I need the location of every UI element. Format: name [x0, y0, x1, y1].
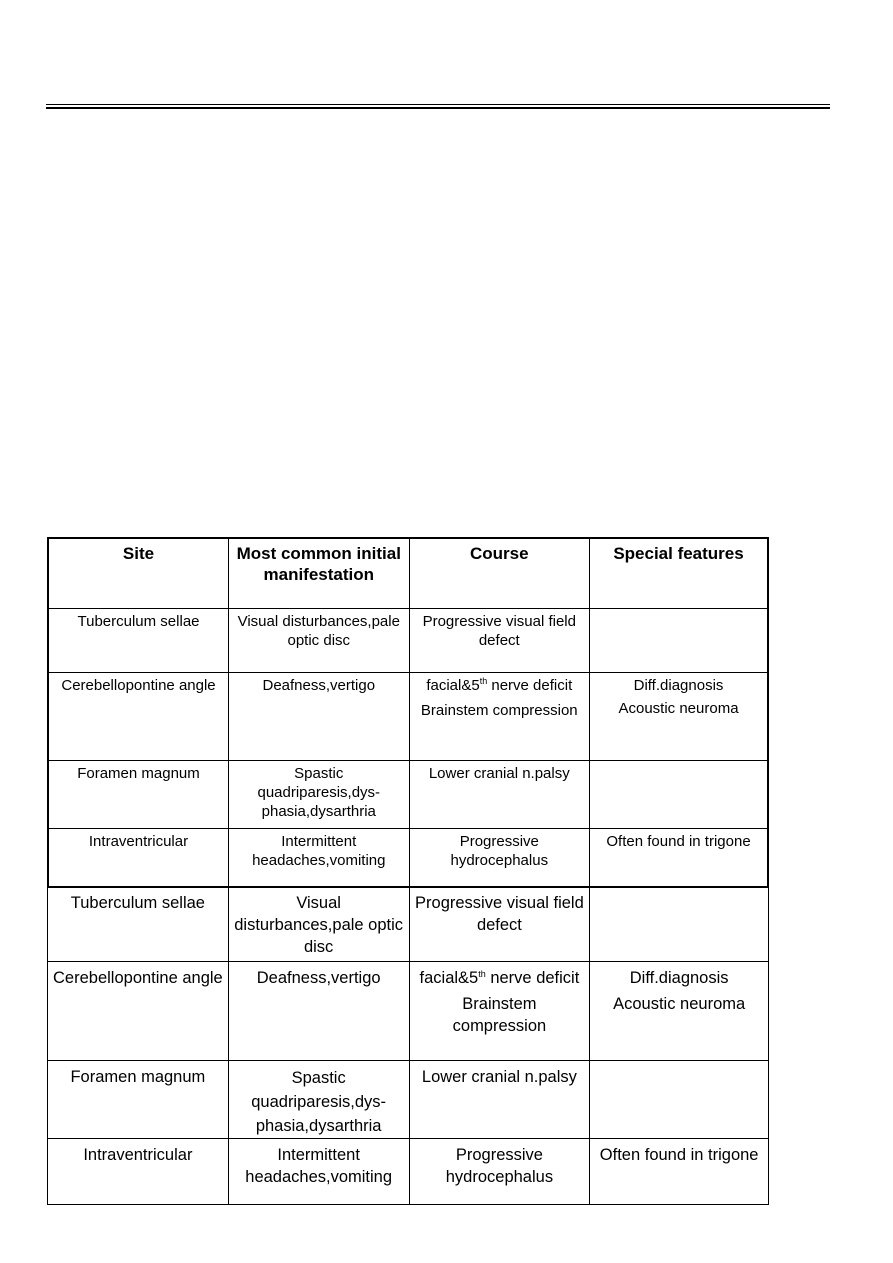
course-line: facial&5th nerve deficit — [419, 969, 580, 987]
cell-course: Lower cranial n.palsy — [409, 1061, 590, 1139]
cell-site: Intraventricular — [48, 1139, 229, 1205]
header-site: Site — [48, 538, 229, 609]
course-line: facial&5th nerve deficit — [426, 676, 573, 694]
table-row — [48, 673, 768, 761]
cell-course: Progressive hydrocephalus — [409, 1139, 590, 1205]
cell-manifestation: Spastic quadriparesis,dys-phasia,dysarthria — [228, 1061, 409, 1139]
table-row — [48, 829, 768, 887]
cell-site: Intraventricular — [48, 829, 229, 887]
cell-site: Foramen magnum — [48, 1061, 229, 1139]
table-row — [48, 962, 769, 1061]
header-manifestation: Most common initial manifestation — [229, 538, 410, 609]
cell-course: Progressive visual field defect — [409, 609, 590, 673]
cell-features — [590, 673, 768, 761]
table-header-row — [48, 538, 768, 609]
table-row — [48, 1139, 769, 1205]
cell-course: Progressive hydrocephalus — [409, 829, 590, 887]
table-row — [48, 1061, 769, 1139]
course-line: Brainstem compression — [452, 995, 547, 1035]
course-line: Brainstem compression — [420, 702, 578, 719]
cell-features: Often found in trigone — [590, 829, 768, 887]
cell-features — [590, 761, 768, 829]
cell-manifestation: Deafness,vertigo — [229, 673, 410, 761]
tumor-site-table-enlarged — [47, 886, 769, 1205]
feature-line: Acoustic neuroma — [618, 700, 739, 717]
cell-manifestation: Deafness,vertigo — [228, 962, 409, 1061]
cell-features — [590, 609, 768, 673]
table-row — [48, 761, 768, 829]
cell-manifestation: Intermittent headaches,vomiting — [228, 1139, 409, 1205]
cell-manifestation: Intermittent headaches,vomiting — [229, 829, 410, 887]
feature-line: Diff.diagnosis — [629, 969, 729, 987]
cell-course — [409, 673, 590, 761]
header-rule-bottom — [46, 107, 830, 109]
cell-site: Tuberculum sellae — [48, 887, 229, 962]
cell-manifestation: Spastic quadriparesis,dys-phasia,dysarthria — [229, 761, 410, 829]
cell-course — [409, 962, 590, 1061]
cell-features: Often found in trigone — [590, 1139, 769, 1205]
cell-manifestation: Visual disturbances,pale optic disc — [229, 609, 410, 673]
header-course: Course — [409, 538, 590, 609]
cell-course: Lower cranial n.palsy — [409, 761, 590, 829]
header-rule-top — [46, 104, 830, 105]
cell-site: Tuberculum sellae — [48, 609, 229, 673]
table-row — [48, 887, 769, 962]
feature-line: Diff.diagnosis — [633, 677, 724, 694]
cell-site: Foramen magnum — [48, 761, 229, 829]
cell-features — [590, 962, 769, 1061]
cell-course: Progressive visual field defect — [409, 887, 590, 962]
tumor-site-table — [47, 537, 769, 888]
cell-manifestation: Visual disturbances,pale optic disc — [228, 887, 409, 962]
header-special-features: Special features — [590, 538, 768, 609]
cell-site: Cerebellopontine angle — [48, 673, 229, 761]
cell-site: Cerebellopontine angle — [48, 962, 229, 1061]
cell-features — [590, 1061, 769, 1139]
feature-line: Acoustic neuroma — [613, 995, 746, 1013]
table-row — [48, 609, 768, 673]
cell-features — [590, 887, 769, 962]
